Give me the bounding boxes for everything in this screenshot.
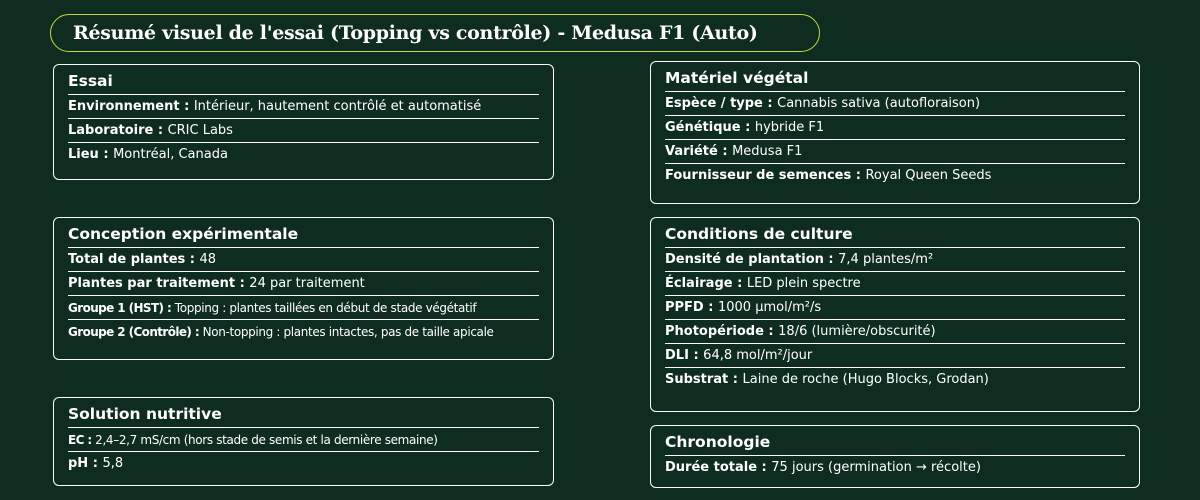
- row-lieu: [68, 143, 539, 166]
- row-espece: [665, 92, 1125, 116]
- row-value: Non-topping : plantes intactes, pas de taille apicale: [202, 325, 494, 339]
- row-value: 5,8: [102, 456, 124, 471]
- card-solution: [53, 397, 554, 486]
- row-value: LED plein spectre: [746, 276, 861, 291]
- row-label: DLI :: [665, 348, 704, 363]
- row-label: pH :: [68, 456, 103, 471]
- row-fournisseur: [665, 164, 1125, 187]
- row-value: 24 par traitement: [249, 276, 365, 291]
- row-plantes-par-traitement: [68, 272, 539, 296]
- row-value: Intérieur, hautement contrôlé et automatisé: [193, 99, 482, 114]
- card-title-conception: Conception expérimentale: [68, 224, 539, 248]
- card-chronologie: [650, 425, 1140, 488]
- card-title-solution: Solution nutritive: [68, 404, 539, 428]
- row-value: Royal Queen Seeds: [865, 168, 992, 183]
- row-label: Lieu :: [68, 147, 114, 162]
- row-laboratoire: [68, 119, 539, 143]
- row-value: 1000 µmol/m²/s: [717, 300, 822, 315]
- row-substrat: [665, 368, 1125, 391]
- row-value: Medusa F1: [732, 144, 803, 159]
- row-value: Topping : plantes taillées en début de stade végétatif: [174, 301, 477, 315]
- row-label: Groupe 2 (Contrôle) :: [68, 325, 203, 339]
- row-value: hybride F1: [754, 120, 825, 135]
- row-label: Densité de plantation :: [665, 252, 839, 267]
- row-label: Variété :: [665, 144, 733, 159]
- row-label: Environnement :: [68, 99, 194, 114]
- row-groupe-1: [68, 296, 539, 320]
- row-label: Durée totale :: [665, 460, 772, 475]
- row-value: 2,4–2,7 mS/cm (hors stade de semis et la dernière semaine): [95, 433, 438, 447]
- card-title-materiel: Matériel végétal: [665, 68, 1125, 92]
- row-eclairage: [665, 272, 1125, 296]
- row-value: Montréal, Canada: [113, 147, 228, 162]
- row-dli: [665, 344, 1125, 368]
- row-label: Plantes par traitement :: [68, 276, 250, 291]
- card-title-conditions: Conditions de culture: [665, 224, 1125, 248]
- row-total-plantes: [68, 248, 539, 272]
- row-label: EC :: [68, 433, 96, 447]
- row-photoperiode: [665, 320, 1125, 344]
- page-title: Résumé visuel de l'essai (Topping vs contrôle) - Medusa F1 (Auto): [73, 22, 758, 44]
- row-label: Photopériode :: [665, 324, 779, 339]
- row-ec: [68, 428, 539, 452]
- row-value: 64,8 mol/m²/jour: [703, 348, 813, 363]
- row-value: 18/6 (lumière/obscurité): [778, 324, 936, 339]
- row-genetique: [665, 116, 1125, 140]
- row-ppfd: [665, 296, 1125, 320]
- row-label: PPFD :: [665, 300, 718, 315]
- card-conception: [53, 217, 554, 360]
- row-label: Éclairage :: [665, 276, 747, 291]
- row-label: Substrat :: [665, 372, 743, 387]
- card-essai: [53, 64, 554, 180]
- row-value: CRIC Labs: [167, 123, 233, 138]
- row-value: 48: [199, 252, 217, 267]
- card-materiel: [650, 61, 1140, 204]
- row-label: Laboratoire :: [68, 123, 168, 138]
- card-conditions: [650, 217, 1140, 412]
- row-label: Génétique :: [665, 120, 755, 135]
- row-value: 75 jours (germination → récolte): [771, 460, 981, 475]
- row-value: 7,4 plantes/m²: [838, 252, 934, 267]
- row-groupe-2: [68, 320, 539, 343]
- row-label: Fournisseur de semences :: [665, 168, 866, 183]
- row-ph: [68, 452, 539, 475]
- card-title-essai: Essai: [68, 71, 539, 95]
- title-banner: [50, 14, 820, 52]
- row-label: Espèce / type :: [665, 96, 778, 111]
- row-label: Total de plantes :: [68, 252, 200, 267]
- card-title-chronologie: Chronologie: [665, 432, 1125, 456]
- row-environnement: [68, 95, 539, 119]
- row-variete: [665, 140, 1125, 164]
- row-densite: [665, 248, 1125, 272]
- row-value: Cannabis sativa (autofloraison): [777, 96, 981, 111]
- row-duree-totale: [665, 456, 1125, 479]
- row-value: Laine de roche (Hugo Blocks, Grodan): [742, 372, 989, 387]
- row-label: Groupe 1 (HST) :: [68, 301, 175, 315]
